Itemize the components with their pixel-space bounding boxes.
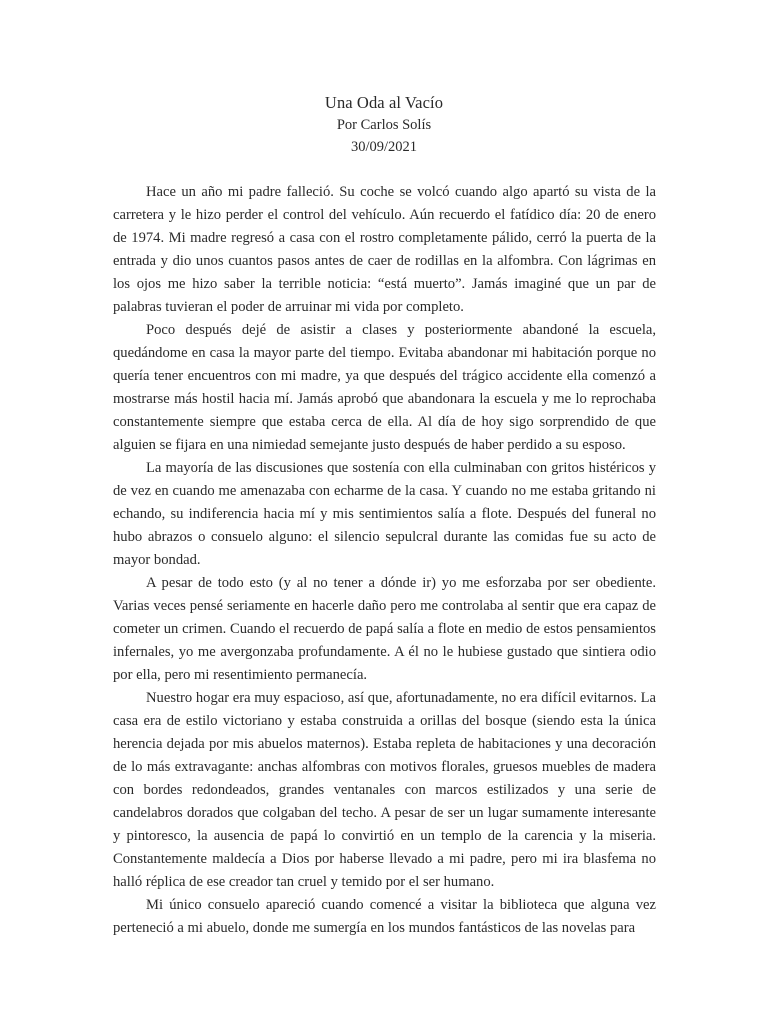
document-author: Por Carlos Solís: [336, 117, 432, 133]
paragraph: Poco después dejé de asistir a clases y posteriormente abandoné la escuela, quedándome en casa la mayor parte del tiempo. Evitaba abandonar mi habitación porque no quería tener encuentros con mi madre, ya que después del trágico accidente ella comenzó a mostrarse más hostil hacia mí. Jamás aprobó que abandonara la escuela y me lo reprochaba constantemente siempre que estaba cerca de ella. Al día de hoy sigo sorprendido de que alguien se fijara en una nimiedad semejante justo después de haber perdido a su esposo.: [113, 322, 656, 453]
paragraph: Hace un año mi padre falleció. Su coche se volcó cuando algo apartó su vista de la carretera y le hizo perder el control del vehículo. Aún recuerdo el fatídico día: 20 de enero de 1974. Mi madre regresó a casa con el rostro completamente pálido, cerró la puerta de la entrada y dio unos cuantos pasos antes de caer de rodillas en la alfombra. Con lágrimas en los ojos me hizo saber la terrible noticia: “está muerto”. Jamás imaginé que un par de palabras tuvieran el poder de arruinar mi vida por completo.: [113, 184, 656, 315]
document-title: Una Oda al Vacío: [324, 93, 444, 112]
document-body: [113, 181, 656, 940]
paragraph: A pesar de todo esto (y al no tener a dónde ir) yo me esforzaba por ser obediente. Varias veces pensé seriamente en hacerle daño pero me controlaba al sentir que era capaz de cometer un crimen. Cuando el recuerdo de papá salía a flote en medio de estos pensamientos infernales, yo me avergonzaba profundamente. A él no le hubiese gustado que sintiera odio por ella, pero mi resentimiento permanecía.: [113, 575, 656, 683]
document-date: 30/09/2021: [350, 139, 418, 155]
paragraph: Nuestro hogar era muy espacioso, así que, afortunadamente, no era difícil evitarnos. La casa era de estilo victoriano y estaba construida a orillas del bosque (siendo esta la única herencia dejada por mis abuelos maternos). Estaba repleta de habitaciones y una decoración de lo más extravagante: anchas alfombras con motivos florales, gruesos muebles de madera con bordes redondeados, grandes ventanales con marcos estilizados y una serie de candelabros dorados que colgaban del techo. A pesar de ser un lugar sumamente interesante y pintoresco, la ausencia de papá lo convirtió en un templo de la carencia y la miseria. Constantemente maldecía a Dios por haberse llevado a mi padre, pero mi ira blasfema no halló réplica de ese creador tan cruel y temido por el ser humano.: [113, 690, 656, 890]
paragraph: La mayoría de las discusiones que sostenía con ella culminaban con gritos histéricos y de vez en cuando me amenazaba con echarme de la casa. Y cuando no me estaba gritando ni echando, su indiferencia hacia mí y mis sentimientos salía a flote. Después del funeral no hubo abrazos o consuelo alguno: el silencio sepulcral durante las comidas fue su acto de mayor bondad.: [113, 460, 656, 568]
paragraph: Mi único consuelo apareció cuando comencé a visitar la biblioteca que alguna vez perteneció a mi abuelo, donde me sumergía en los mundos fantásticos de las novelas para: [113, 897, 656, 936]
document-header: [0, 92, 768, 158]
